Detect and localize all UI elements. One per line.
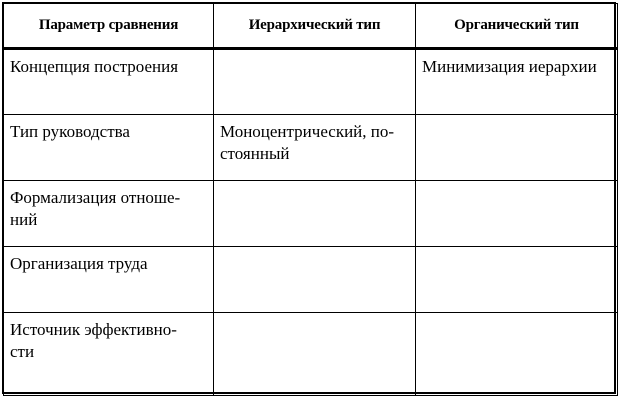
cell-organic: [416, 313, 618, 396]
header-organic: Органический тип: [416, 4, 618, 49]
cell-organic: [416, 247, 618, 313]
cell-hierarchical: Моноцентрический, по- стоянный: [214, 115, 416, 181]
cell-hierarchical: [214, 181, 416, 247]
cell-organic: [416, 181, 618, 247]
cell-organic: Минимизация иерархии: [416, 49, 618, 115]
table-header-row: [4, 4, 618, 49]
cell-hierarchical: [214, 247, 416, 313]
comparison-table: [3, 3, 618, 396]
cell-parameter: Источник эффективно- сти: [4, 313, 214, 396]
table-row: [4, 313, 618, 396]
cell-parameter: Организация труда: [4, 247, 214, 313]
table-row: [4, 181, 618, 247]
cell-parameter: Формализация отноше- ний: [4, 181, 214, 247]
header-parameter: Параметр сравнения: [4, 4, 214, 49]
cell-parameter: Тип руководства: [4, 115, 214, 181]
header-hierarchical: Иерархический тип: [214, 4, 416, 49]
table-row: [4, 247, 618, 313]
table-row: [4, 49, 618, 115]
cell-hierarchical: [214, 313, 416, 396]
cell-parameter: Концепция построения: [4, 49, 214, 115]
table-row: [4, 115, 618, 181]
cell-organic: [416, 115, 618, 181]
cell-hierarchical: [214, 49, 416, 115]
